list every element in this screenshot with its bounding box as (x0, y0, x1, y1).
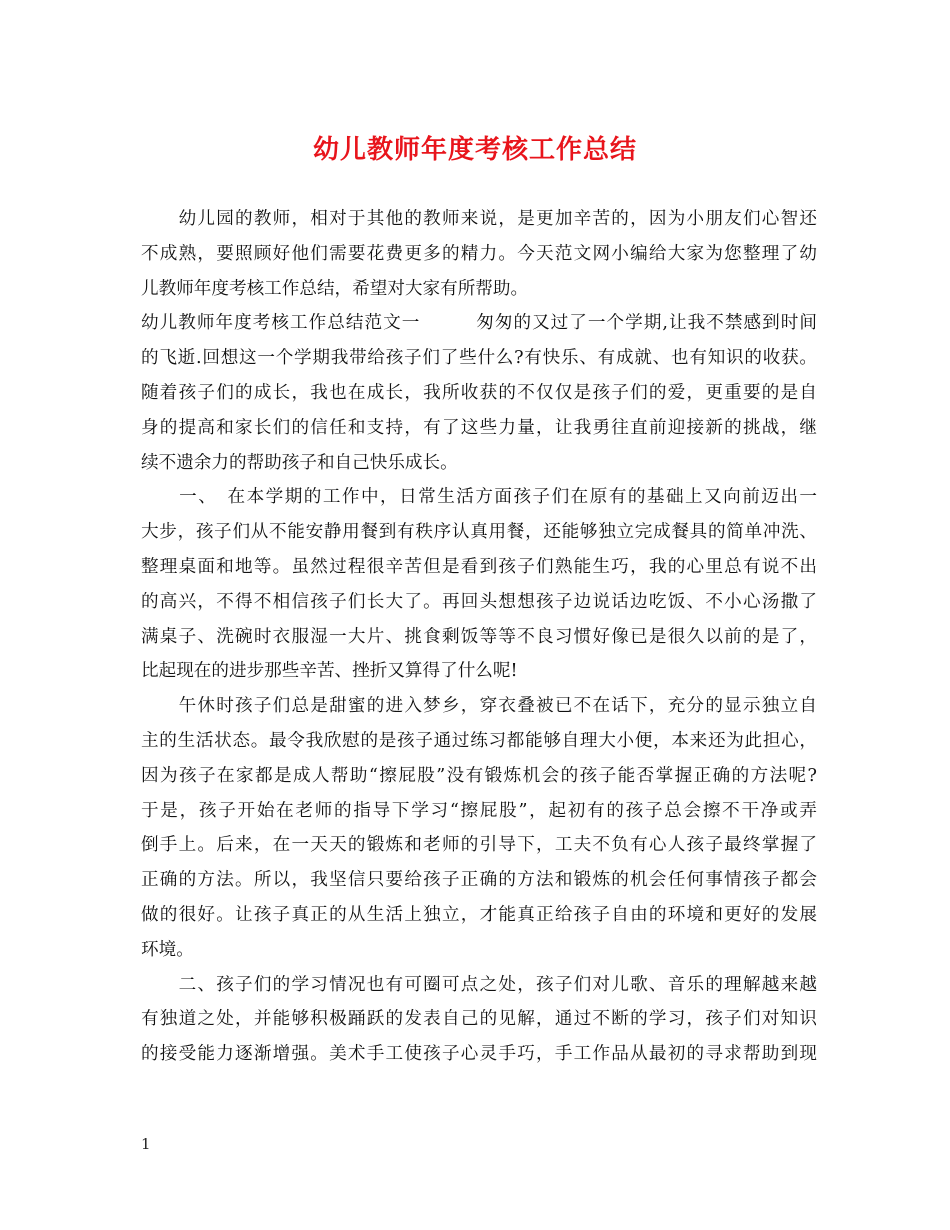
body-text-line: 倒手上。后来，在一天天的锻炼和老师的引导下，工夫不负有心人孩子最终掌握了 (141, 835, 817, 856)
body-text-line: 正确的方法。所以，我坚信只要给孩子正确的方法和锻炼的机会任何事情孩子都会 (141, 870, 817, 891)
body-text-line: 随着孩子们的成长，我也在成长，我所收获的不仅仅是孩子们的爱，更重要的是自 (141, 382, 817, 403)
body-text-line: 的接受能力逐渐增强。美术手工使孩子心灵手巧，手工作品从最初的寻求帮助到现 (141, 1044, 817, 1065)
body-text-line: 午休时孩子们总是甜蜜的进入梦乡，穿衣叠被已不在话下，充分的显示独立自 (141, 696, 817, 717)
body-text-line: 幼儿园的教师，相对于其他的教师来说，是更加辛苦的，因为小朋友们心智还 (141, 209, 817, 229)
document-title: 幼儿教师年度考核工作总结 (312, 135, 637, 165)
body-text-line: 一、 在本学期的工作中，日常生活方面孩子们在原有的基础上又向前迈出一 (141, 487, 817, 508)
body-text-line: 儿教师年度考核工作总结，希望对大家有所帮助。 (141, 278, 529, 299)
body-text-line: 有独道之处，并能够积极踊跃的发表自己的见解，通过不断的学习，孩子们对知识 (141, 1009, 817, 1030)
body-text-line: 幼儿教师年度考核工作总结范文一 匆匆的又过了一个学期,让我不禁感到时间 (141, 313, 817, 334)
body-text-line: 大步，孩子们从不能安静用餐到有秩序认真用餐，还能够独立完成餐具的简单冲洗、 (141, 522, 817, 543)
body-text-line: 的高兴，不得不相信孩子们长大了。再回头想想孩子边说话边吃饭、不小心汤撒了 (141, 591, 817, 612)
body-text-line: 于是，孩子开始在老师的指导下学习“擦屁股”，起初有的孩子总会擦不干净或弄 (141, 800, 817, 821)
body-text-line: 不成熟，要照顾好他们需要花费更多的精力。今天范文网小编给大家为您整理了幼 (141, 243, 817, 264)
body-text-line: 身的提高和家长们的信任和支持，有了这些力量，让我勇往直前迎接新的挑战，继 (141, 417, 817, 438)
body-text-line: 比起现在的进步那些辛苦、挫折又算得了什么呢! (141, 661, 518, 682)
body-text-line: 整理桌面和地等。虽然过程很辛苦但是看到孩子们熟能生巧，我的心里总有说不出 (141, 556, 817, 577)
body-text-line: 满桌子、洗碗时衣服湿一大片、挑食剩饭等等不良习惯好像已是很久以前的是了， (141, 626, 817, 647)
body-text-line: 的飞逝.回想这一个学期我带给孩子们了些什么?有快乐、有成就、也有知识的收获。 (141, 348, 817, 369)
body-text-line: 做的很好。让孩子真正的从生活上独立，才能真正给孩子自由的环境和更好的发展 (141, 904, 817, 925)
body-text-line: 二、孩子们的学习情况也有可圈可点之处，孩子们对儿歌、音乐的理解越来越 (141, 974, 817, 995)
document-body (141, 202, 817, 1072)
page-number: 1 (141, 1135, 151, 1153)
body-text-line: 因为孩子在家都是成人帮助“擦屁股”没有锻炼机会的孩子能否掌握正确的方法呢? (141, 765, 817, 786)
body-text-line: 环境。 (141, 939, 194, 960)
body-text-line: 主的生活状态。最令我欣慰的是孩子通过练习都能够自理大小便，本来还为此担心， (141, 730, 817, 751)
body-text-line: 续不遗余力的帮助孩子和自己快乐成长。 (141, 452, 458, 473)
